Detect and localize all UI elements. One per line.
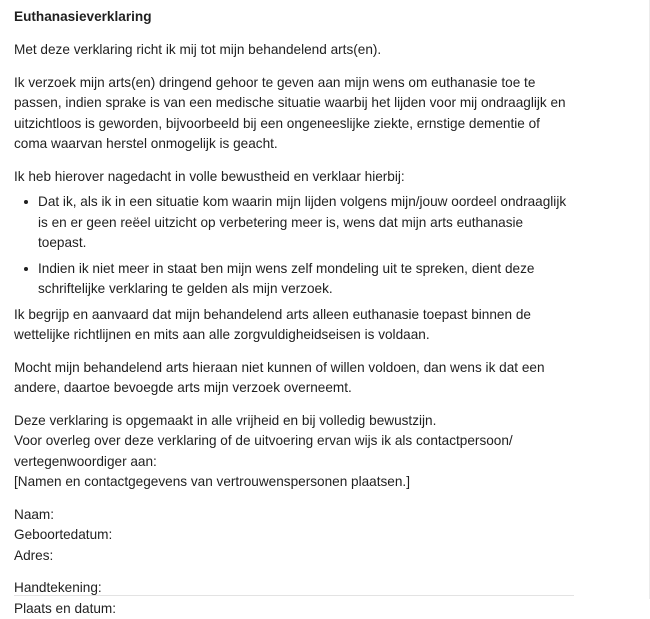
signature-field-label: Handtekening: (14, 578, 574, 599)
request-paragraph: Ik verzoek mijn arts(en) dringend gehoor te geven aan mijn wens om euthanasie toe te passen, indien sprake is van een medische situatie waarbij het lijden voor mij ondraaglijk en uitzichtloos is geworden, bijvoorbeeld bij een ongeneeslijke ziekte, ernstige dementie of coma waarvan herstel onmogelijk is geacht. (14, 73, 574, 155)
document (14, 7, 574, 619)
document-title: Euthanasieverklaring (14, 7, 574, 28)
name-field-label: Naam: (14, 505, 574, 526)
alternative-paragraph: Mocht mijn behandelend arts hieraan niet kunnen of willen voldoen, dan wens ik dat een andere, daartoe bevoegde arts mijn verzoek overneemt. (14, 358, 574, 399)
address-field-label: Adres: (14, 546, 574, 567)
place-date-field-label: Plaats en datum: (14, 599, 574, 619)
contact-paragraph: Voor overleg over deze verklaring of de uitvoering ervan wijs ik als contactpersoon/ vertegenwoordiger aan: (14, 431, 534, 472)
declaration-list (14, 192, 574, 300)
acceptance-paragraph: Ik begrijp en aanvaard dat mijn behandelend arts alleen euthanasie toepast binnen de wettelijke richtlijnen en mits aan alle zorgvuldigheidseisen is voldaan. (14, 305, 574, 346)
contact-placeholder: [Namen en contactgegevens van vertrouwenspersonen plaatsen.] (14, 472, 574, 493)
list-item: Indien ik niet meer in staat ben mijn wens zelf mondeling uit te spreken, dient deze schriftelijke verklaring te gelden als mijn verzoek. (14, 259, 574, 300)
bottom-divider (14, 595, 574, 596)
birthdate-field-label: Geboortedatum: (14, 525, 574, 546)
intro-paragraph: Met deze verklaring richt ik mij tot mijn behandelend arts(en). (14, 40, 574, 61)
freedom-line: Deze verklaring is opgemaakt in alle vrijheid en bij volledig bewustzijn. (14, 411, 574, 432)
list-item: Dat ik, als ik in een situatie kom waarin mijn lijden volgens mijn/jouw oordeel ondraaglijk is en er geen reëel uitzicht op verbetering meer is, wens dat mijn arts euthanasie toepast. (14, 192, 574, 254)
declaration-lead: Ik heb hierover nagedacht in volle bewustheid en verklaar hierbij: (14, 167, 574, 188)
